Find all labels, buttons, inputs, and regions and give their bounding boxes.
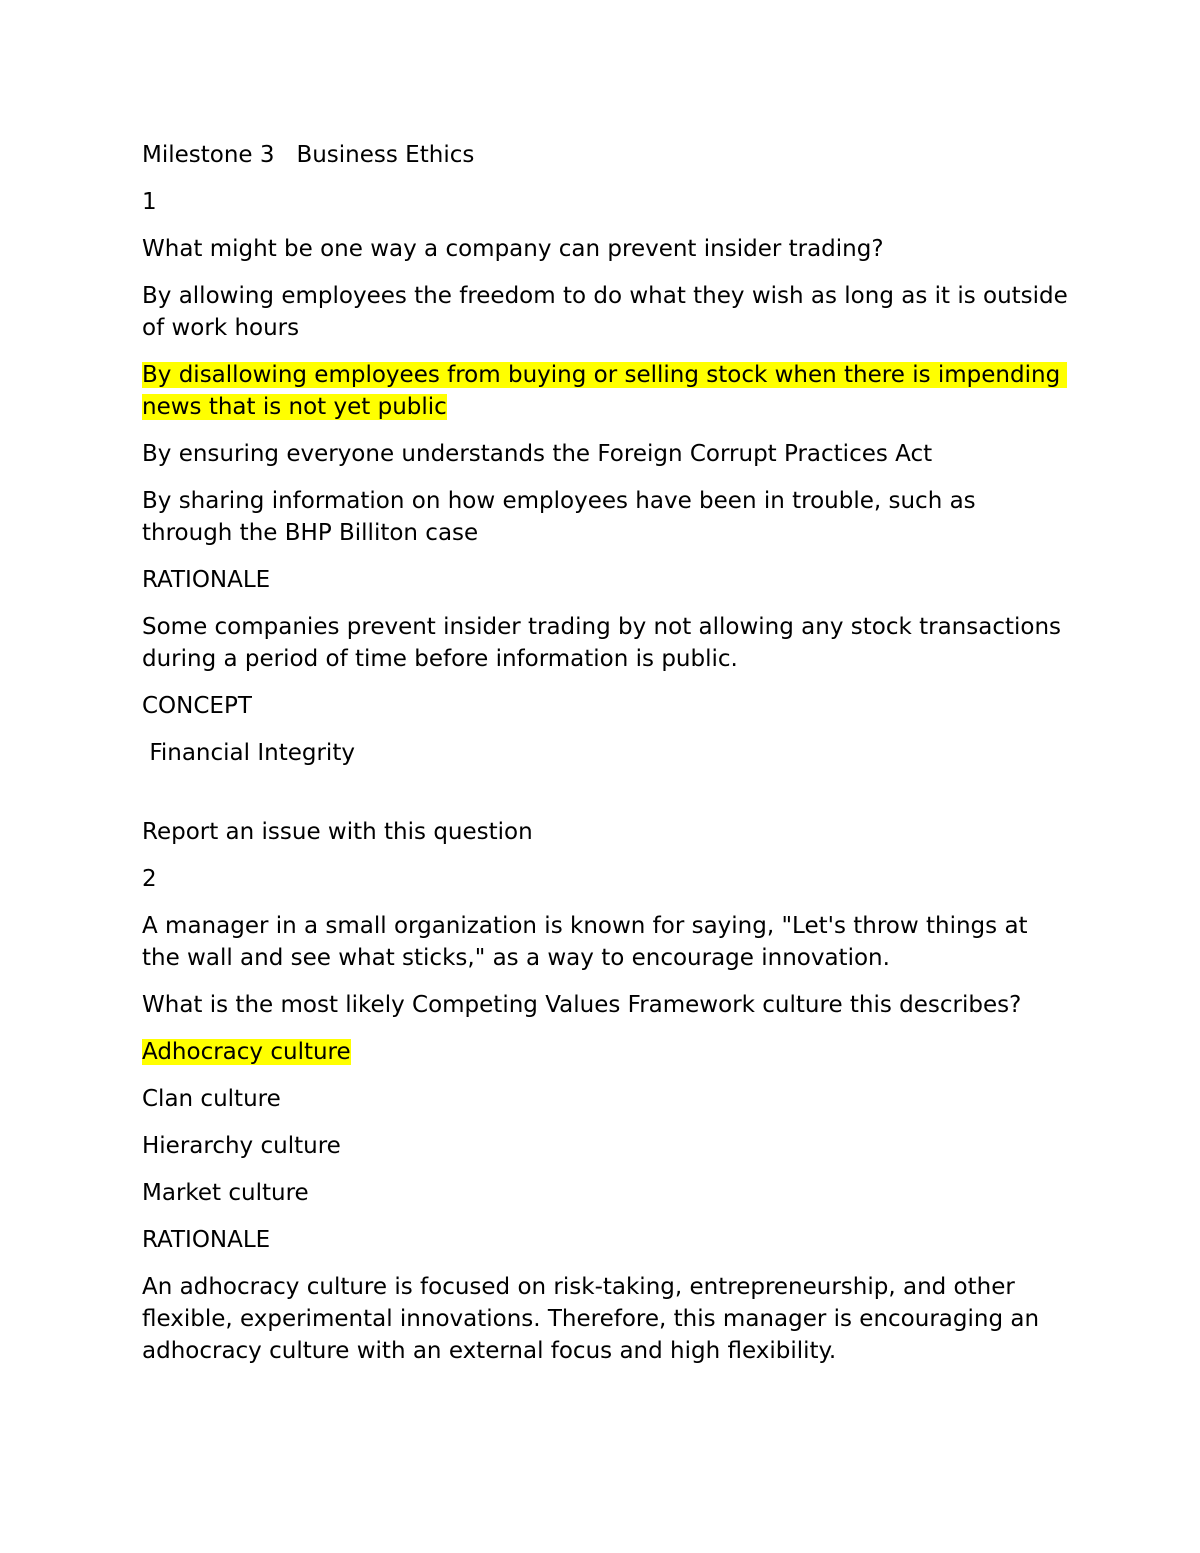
question-2-option-b: Clan culture — [142, 1086, 281, 1112]
document-title: Milestone 3 Business Ethics — [142, 142, 475, 168]
question-2-text: What is the most likely Competing Values Framework culture this describes? — [142, 992, 1022, 1018]
report-issue-link[interactable]: Report an issue with this question — [142, 819, 533, 845]
question-2-option-d: Market culture — [142, 1180, 309, 1206]
highlighted-answer: By disallowing employees from buying or selling stock when there is impending news that is not yet public — [142, 362, 1068, 420]
question-1-option-d: By sharing information on how employees have been in trouble, such as through the BHP Billiton case — [142, 488, 983, 546]
question-2-rationale: An adhocracy culture is focused on risk-taking, entrepreneurship, and other flexible, experimental innovations. Therefore, this manager is encouraging an adhocracy culture with an external focus and high flexibility. — [142, 1274, 1047, 1364]
question-1-rationale-label: RATIONALE — [142, 567, 271, 593]
question-1-text: What might be one way a company can prevent insider trading? — [142, 236, 884, 262]
question-1-concept-label: CONCEPT — [142, 693, 252, 719]
question-1-option-a: By allowing employees the freedom to do what they wish as long as it is outside of work hours — [142, 283, 1076, 341]
question-2-option-c: Hierarchy culture — [142, 1133, 341, 1159]
highlighted-answer: Adhocracy culture — [142, 1039, 351, 1065]
question-1-rationale: Some companies prevent insider trading by not allowing any stock transactions during a period of time before information is public. — [142, 614, 1069, 672]
question-1-number: 1 — [142, 189, 157, 215]
question-2-option-a-correct — [142, 1036, 1072, 1068]
question-2-number: 2 — [142, 866, 157, 892]
question-2-rationale-label: RATIONALE — [142, 1227, 271, 1253]
document-page — [142, 139, 1076, 1382]
question-1-option-c: By ensuring everyone understands the Foreign Corrupt Practices Act — [142, 441, 933, 467]
question-1-concept: Financial Integrity — [142, 740, 355, 766]
question-1-option-b-correct — [142, 359, 1072, 423]
question-2-prompt: A manager in a small organization is known for saying, "Let's throw things at the wall and see what sticks," as a way to encourage innovation. — [142, 913, 1035, 971]
spacer — [142, 784, 1072, 816]
